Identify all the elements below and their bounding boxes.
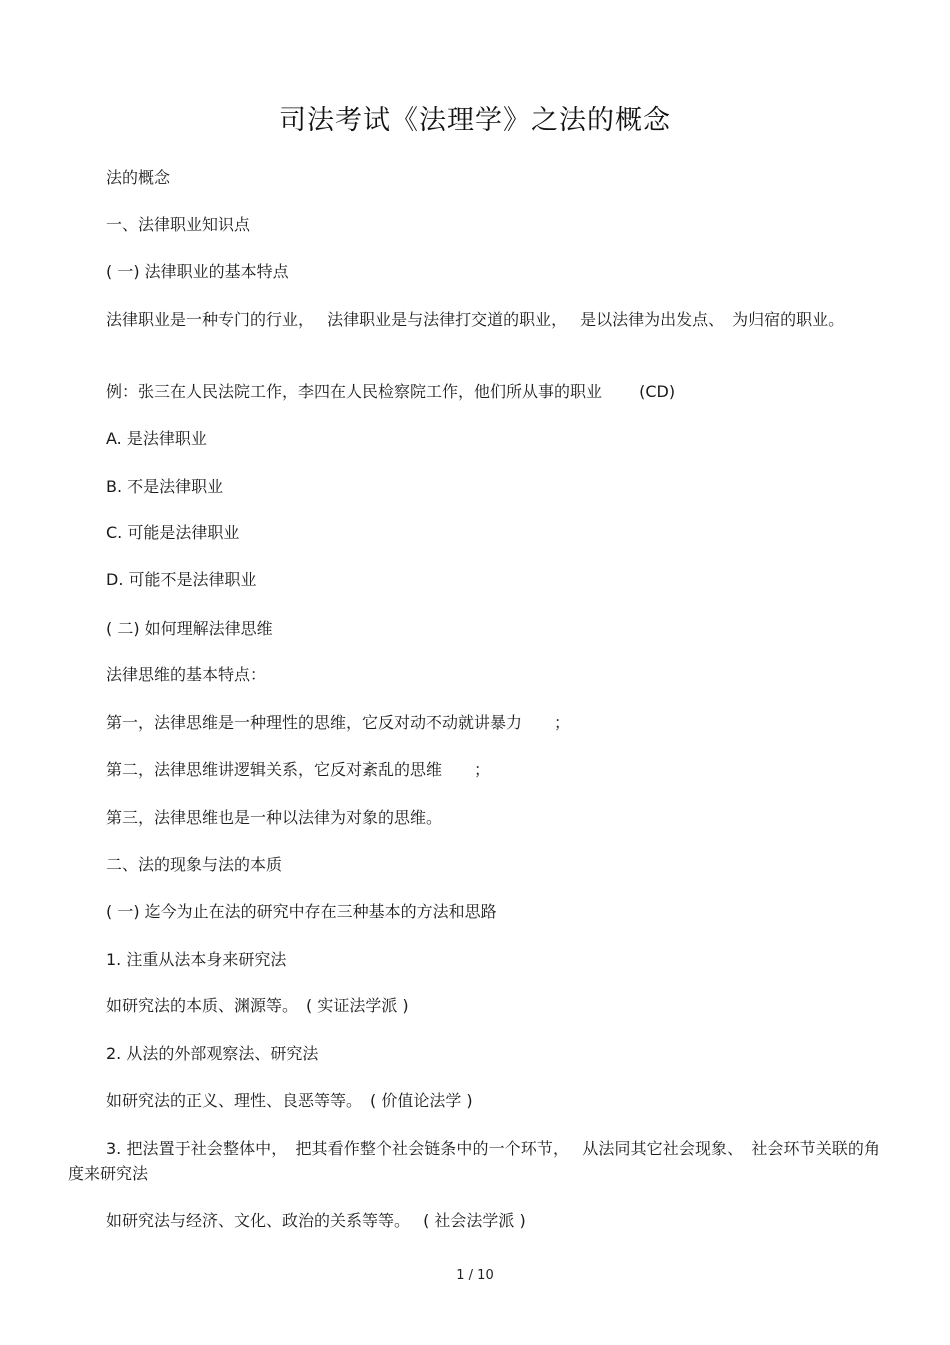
text-line: 如研究法的正义、理性、良恶等等。 ( 价值论法学 ) (106, 1091, 473, 1110)
text-line: 例：张三在人民法院工作，李四在人民检察院工作，他们所从事的职业 (CD) (106, 382, 676, 401)
section-heading: 二、法的现象与法的本质 (106, 855, 283, 874)
text-line: 法律思维的基本特点： (106, 665, 267, 684)
text-line: 2. 从法的外部观察法、研究法 (106, 1044, 319, 1063)
option-line: B. 不是法律职业 (106, 477, 224, 496)
subsection-heading: ( 一) 迄今为止在法的研究中存在三种基本的方法和思路 (106, 902, 497, 921)
text-line: 如研究法与经济、文化、政治的关系等等。 ( 社会法学派 ) (106, 1211, 526, 1230)
text-line: 1. 注重从法本身来研究法 (106, 950, 287, 969)
section-heading: 一、法律职业知识点 (106, 215, 251, 234)
text-line: 第三，法律思维也是一种以法律为对象的思维。 (106, 808, 443, 827)
option-line: D. 可能不是法律职业 (106, 570, 257, 589)
page-number: 1 / 10 (456, 1268, 494, 1283)
text-line: 如研究法的本质、渊源等。 ( 实证法学派 ) (106, 996, 409, 1015)
document-title: 司法考试《法理学》之法的概念 (279, 105, 671, 136)
paragraph: 法律职业是一种专门的行业， 法律职业是与法律打交道的职业， 是以法律为出发点、 为归宿的职业。 (106, 310, 845, 329)
option-line: A. 是法律职业 (106, 429, 207, 448)
subsection-heading: ( 一) 法律职业的基本特点 (106, 262, 289, 281)
subsection-heading: ( 二) 如何理解法律思维 (106, 619, 273, 638)
option-line: C. 可能是法律职业 (106, 523, 240, 542)
text-line: 法的概念 (106, 168, 171, 187)
text-line: 第二，法律思维讲逻辑关系，它反对紊乱的思维 ； (106, 760, 491, 779)
text-line: 第一，法律思维是一种理性的思维，它反对动不动就讲暴力 ； (106, 713, 571, 732)
paragraph: 3. 把法置于社会整体中， 把其看作整个社会链条中的一个环节， 从法同其它社会现象、 社会环节关联的角度来研究法 (68, 1139, 880, 1183)
